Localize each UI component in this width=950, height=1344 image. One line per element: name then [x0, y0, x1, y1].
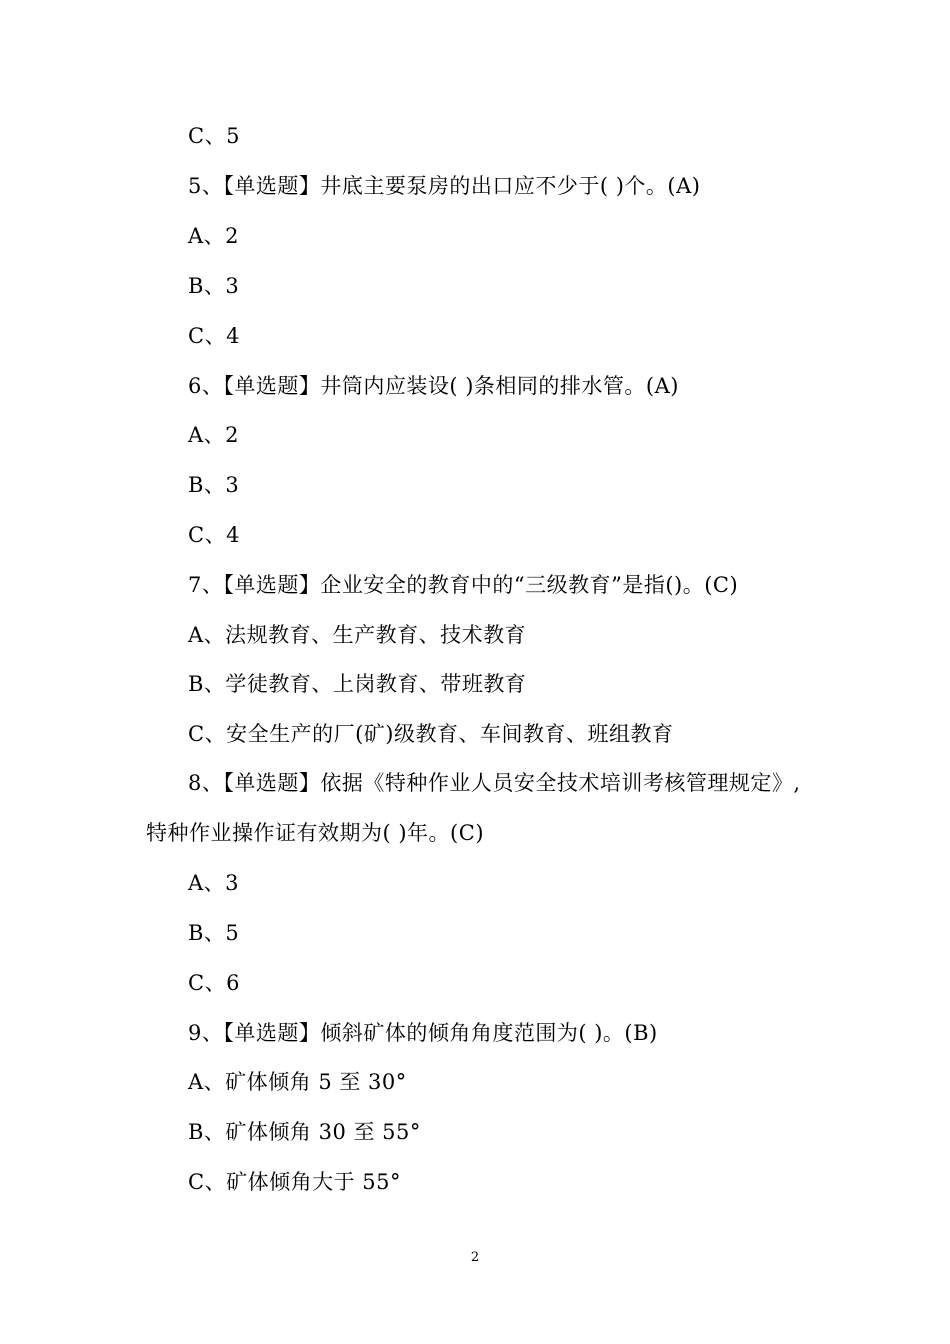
q6-option-a: A、2 [188, 423, 240, 447]
q6-question: 6、【单选题】井筒内应装设( )条相同的排水管。(A) [188, 374, 679, 398]
q4-option-c: C、5 [188, 124, 240, 148]
q8-option-a: A、3 [188, 871, 240, 895]
q7-option-b: B、学徒教育、上岗教育、带班教育 [188, 672, 527, 696]
q5-option-b: B、3 [188, 274, 240, 298]
q8-option-b: B、5 [188, 921, 240, 945]
q6-option-c: C、4 [188, 523, 240, 547]
q8-question-line-2: 特种作业操作证有效期为( )年。(C) [146, 821, 485, 845]
q7-option-a: A、法规教育、生产教育、技术教育 [188, 623, 527, 647]
q5-option-c: C、4 [188, 324, 240, 348]
q9-option-c: C、矿体倾角大于 55° [188, 1170, 401, 1194]
q5-question: 5、【单选题】井底主要泵房的出口应不少于( )个。(A) [188, 174, 701, 198]
q7-question: 7、【单选题】企业安全的教育中的“三级教育”是指()。(C) [188, 573, 739, 597]
page-number: 2 [470, 1250, 480, 1265]
q8-option-c: C、6 [188, 971, 240, 995]
q9-option-b: B、矿体倾角 30 至 55° [188, 1120, 421, 1144]
q8-question-line-1: 8、【单选题】依据《特种作业人员安全技术培训考核管理规定》, [188, 771, 801, 795]
q9-question: 9、【单选题】倾斜矿体的倾角角度范围为( )。(B) [188, 1021, 658, 1045]
q9-option-a: A、矿体倾角 5 至 30° [188, 1070, 407, 1094]
q7-option-c: C、安全生产的厂(矿)级教育、车间教育、班组教育 [188, 722, 674, 746]
q5-option-a: A、2 [188, 224, 240, 248]
q6-option-b: B、3 [188, 473, 240, 497]
